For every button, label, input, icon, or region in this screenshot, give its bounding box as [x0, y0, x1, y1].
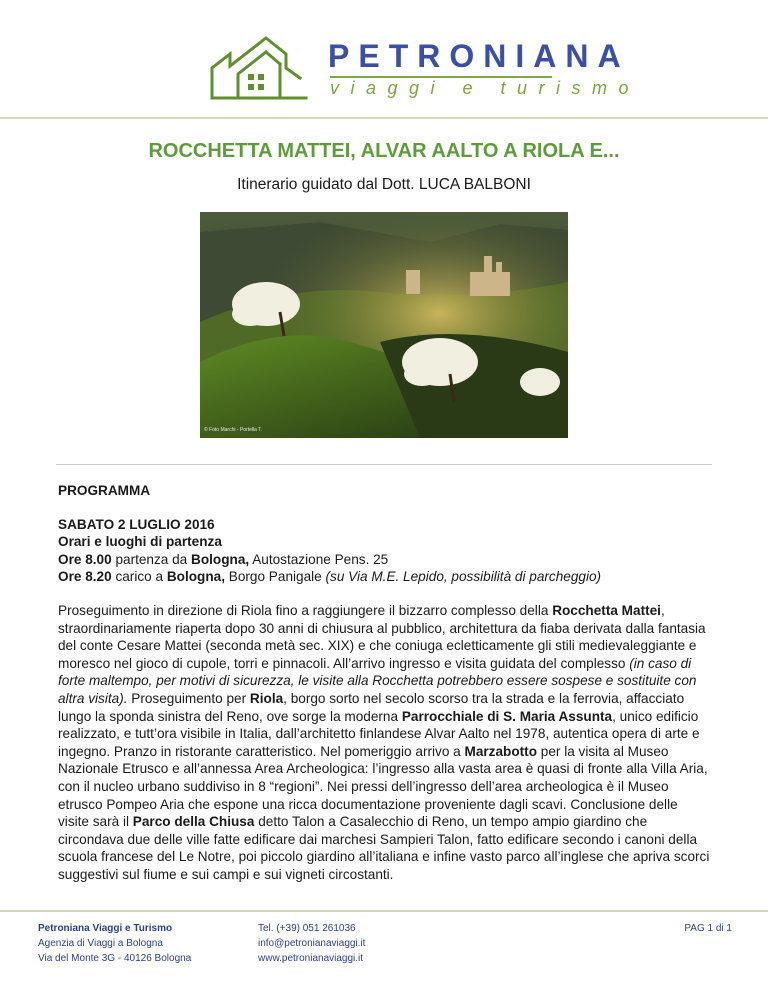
- body-text: , unico edificio realizzato, e tutt’ora visibile in Italia, dall’architetto finlandese Alvar Aalto nel 1978, autentica opera di arte e ingegno. Pranzo in ristorante caratteristico. Nel pomeriggio arrivo a: [58, 708, 700, 759]
- body-highlight: Parco della Chiusa: [132, 814, 255, 830]
- email-link[interactable]: info@petronianaviaggi.it: [258, 938, 366, 949]
- footer-company: [38, 921, 191, 966]
- phone-number: Tel. (+39) 051 261036: [258, 923, 356, 934]
- footer-contacts: [258, 921, 365, 966]
- document-subtitle: Itinerario guidato dal Dott. LUCA BALBONI: [237, 176, 531, 193]
- page-number: PAG 1 di 1: [684, 923, 732, 934]
- section-divider: [56, 464, 712, 465]
- header-divider: [0, 117, 768, 119]
- departure2-note: (su Via M.E. Lepido, possibilità di parcheggio): [325, 569, 602, 585]
- departure1-place: Bologna,: [191, 551, 250, 567]
- departure-line-2: [58, 568, 710, 586]
- date-text: SABATO 2 LUGLIO 2016: [58, 516, 215, 532]
- departure1-time: Ore 8.00: [58, 551, 112, 567]
- body-text: per la visita al Museo Nazionale Etrusco e all’annessa Area Archeologica: l’ingresso alla vasta area è quasi di fronte alla Villa Aria, con il nucleo urbano suddiviso in 8 “regioni”. Nei pressi dell’ingresso dell’area archeologica è il Museo etrusco Pompeo Aria che espone una ricca documentazione proveniente dagli scavi. Conclusione delle visite sarà il: [58, 743, 708, 830]
- body-note: (in caso di forte maltempo, per motivi di sicurezza, le visite alla Rocchetta potrebbero essere sospese e sostituite con altra visita).: [58, 655, 697, 706]
- body-highlight: Riola: [249, 690, 284, 706]
- departure2-detail: Borgo Panigale: [224, 569, 326, 585]
- departure1-detail: Autostazione Pens. 25: [249, 551, 389, 567]
- body-text: Proseguimento in direzione di Riola fino a raggiungere il bizzarro complesso della: [58, 602, 553, 618]
- departure-heading: [58, 533, 710, 551]
- program-date: [58, 516, 710, 534]
- program-description: [58, 602, 710, 884]
- brand-tagline: viaggi e turismo: [330, 78, 641, 98]
- program-heading: PROGRAMMA: [58, 483, 151, 498]
- website-link[interactable]: www.petronianaviaggi.it: [258, 953, 364, 964]
- program-section: [58, 482, 710, 883]
- body-text: , straordinariamente riaperta dopo 30 anni di chiusura al pubblico, architettura da fiaba derivata dalla fantasia del conte Cesare Mattei (seconda metà sec. XIX) e che coniuga ecletticamente gli stili medievaleggiante e moresco nel gioco di cupole, torri e pinnacoli. All’arrivo ingresso e visita guidata del complesso: [58, 602, 706, 671]
- times-heading-text: Orari e luoghi di partenza: [58, 534, 222, 550]
- departure2-time: Ore 8.20: [58, 569, 112, 585]
- landscape-photo: [200, 212, 568, 438]
- company-address: Via del Monte 3G - 40126 Bologna: [38, 953, 192, 964]
- footer-page: [684, 921, 732, 936]
- body-text: detto Talon a Casalecchio di Reno, un tempo ampio giardino che circondava due delle ville fatte edificare dai marchesi Sampieri Talon, fatto edificare secondo i canoni della scuola francese del Le Notre, poi piccolo giardino all’italiana e infine vasto parco all’inglese che apriva scorci suggestivi sul fiume e sui campi e sui vigneti circostanti.: [58, 814, 710, 882]
- departure-line-1: [58, 551, 710, 569]
- document-title: ROCCHETTA MATTEI, ALVAR AALTO A RIOLA E...: [148, 140, 620, 162]
- departure2-place: Bologna,: [166, 569, 225, 585]
- departure1-pre: partenza da: [111, 551, 192, 567]
- header: [0, 0, 768, 118]
- departure2-pre: carico a: [111, 569, 167, 585]
- body-highlight: Marzabotto: [464, 743, 537, 759]
- photo-credit: © Foto Marchi - Portella T.: [204, 427, 263, 433]
- house-logo-icon: [208, 34, 308, 100]
- footer-divider: [0, 910, 768, 912]
- body-highlight: Rocchetta Mattei: [552, 602, 661, 618]
- body-text: Proseguimento per: [127, 690, 250, 706]
- body-highlight: Parrocchiale di S. Maria Assunta: [401, 708, 613, 724]
- brand-name: PETRONIANA: [328, 38, 630, 74]
- body-text: , borgo sorto nel secolo scorso tra la strada e la ferrovia, affacciato lungo la sponda sinistra del Reno, ove sorge la moderna: [58, 690, 685, 724]
- company-agency: Agenzia di Viaggi a Bologna: [38, 938, 163, 949]
- company-name: Petroniana Viaggi e Turismo: [38, 923, 173, 934]
